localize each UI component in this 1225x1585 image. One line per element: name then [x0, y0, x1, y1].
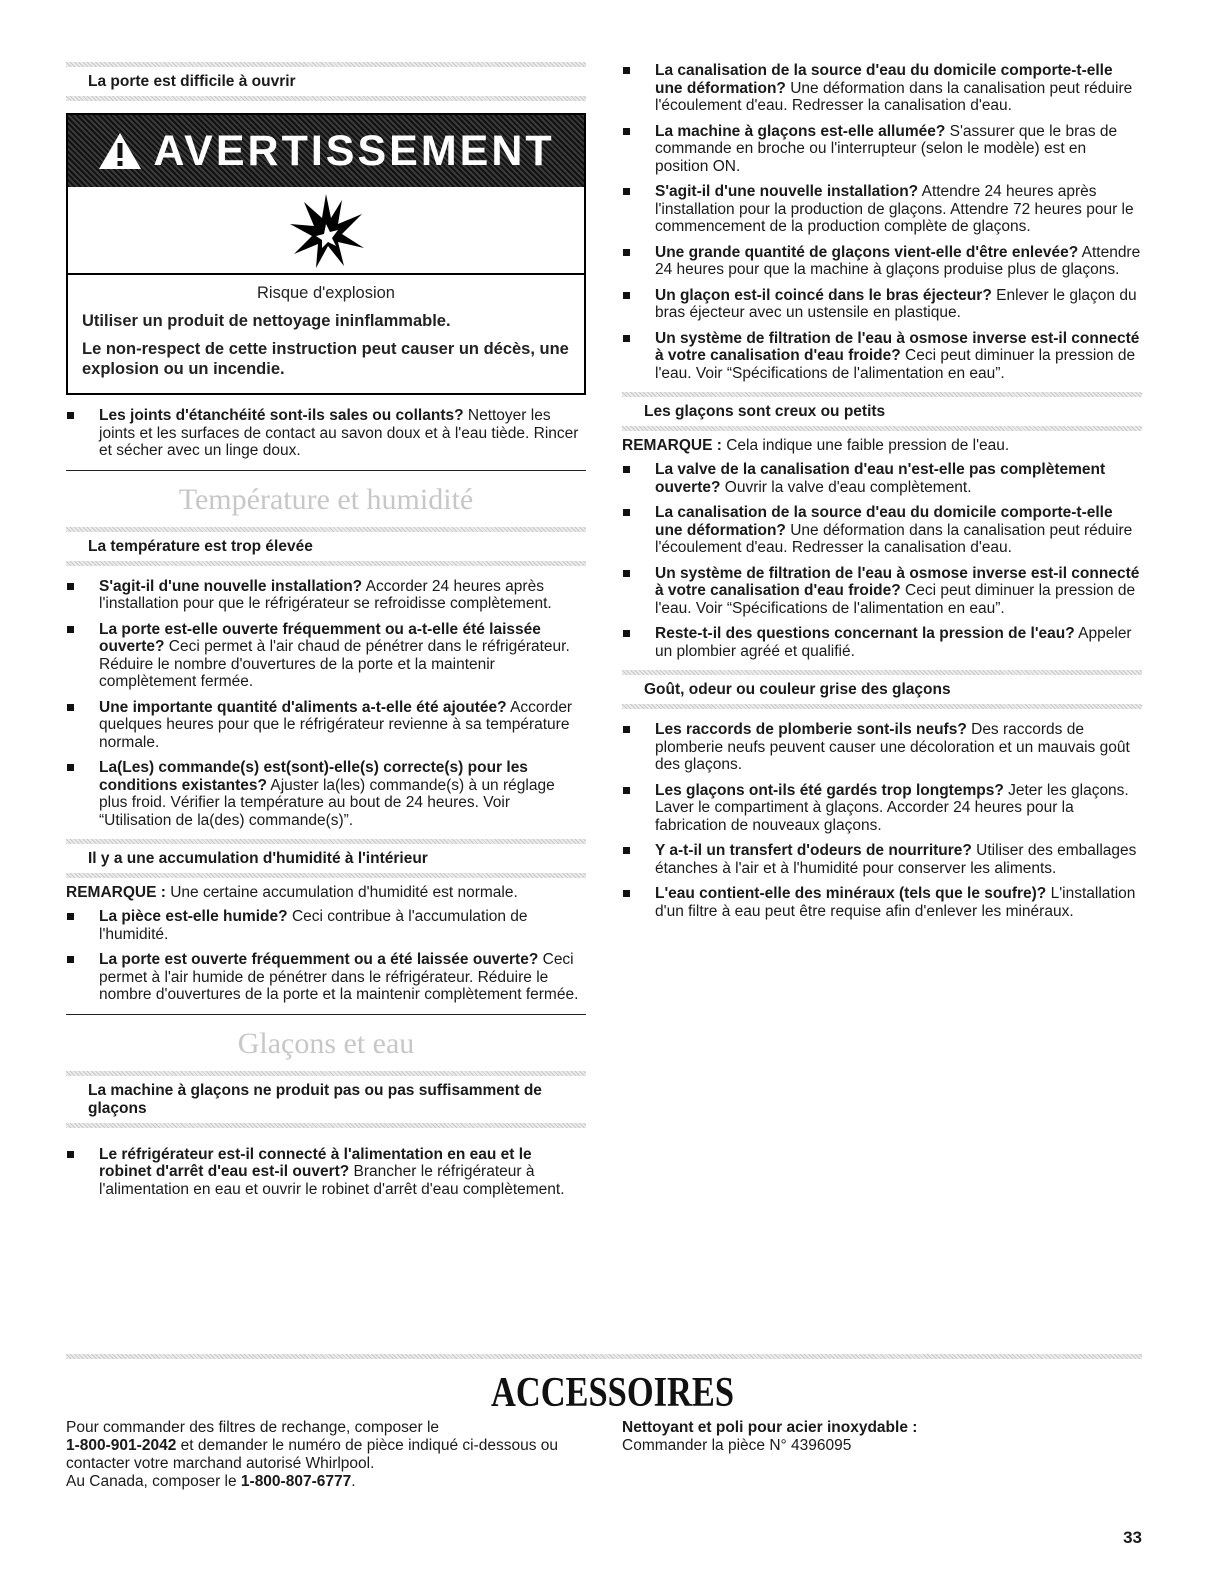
accessories-cleaner-text [622, 1419, 1142, 1455]
warning-box [66, 113, 586, 395]
list-item: Un système de filtration de l'eau à osmose inverse est-il connecté à votre canalisation d'eau froide? Ceci peut diminuer la pression de l'eau. Voir “Spécifications de l'alimentation en eau”. [622, 565, 1142, 618]
list-item: La porte est-elle ouverte fréquemment ou a-t-elle été laissée ouverte? Ceci permet à l'air chaud de pénétrer dans le réfrigérateur. Réduire le nombre d'ouvertures de la porte et la maintenir complètement fermée. [66, 621, 586, 691]
hollow-heading: Les glaçons sont creux ou petits [644, 403, 886, 420]
right-column [622, 62, 1142, 928]
phone-number-us: 1-800-901-2042 [66, 1437, 177, 1454]
list-item: La canalisation de la source d'eau du domicile comporte-t-elle une déformation? Une déformation dans la canalisation peut réduire l'écoulement d'eau. Redresser la canalisation d'eau. [622, 62, 1142, 115]
temp-items-list [66, 578, 586, 830]
list-item: La machine à glaçons est-elle allumée? S'assurer que le bras de commande en broche ou l'interrupteur (selon le modèle) est en position ON. [622, 123, 1142, 176]
ice-items-list [66, 1146, 586, 1199]
warning-hazard: Risque d'explosion [257, 284, 395, 302]
list-item: Une grande quantité de glaçons vient-elle d'être enlevée? Attendre 24 heures pour que la machine à glaçons produise plus de glaçons. [622, 244, 1142, 279]
ice-items-continued-list [622, 62, 1142, 382]
list-item: Reste-t-il des questions concernant la pression de l'eau? Appeler un plombier agréé et qualifié. [622, 625, 1142, 660]
warning-text [68, 275, 584, 393]
section-rule [66, 1014, 586, 1015]
list-item: Une importante quantité d'aliments a-t-elle été ajoutée? Accorder quelques heures pour que le réfrigérateur revienne à sa température normale. [66, 699, 586, 752]
list-item: L'eau contient-elle des minéraux (tels que le soufre)? L'installation d'un filtre à eau peut être requise afin d'enlever les minéraux. [622, 885, 1142, 920]
accessories-rule [66, 1354, 1142, 1359]
list-item: Les glaçons ont-ils été gardés trop longtemps? Jeter les glaçons. Laver le compartiment à glaçons. Accorder 24 heures pour la fabrication de nouveaux glaçons. [622, 782, 1142, 835]
door-items-list [66, 407, 586, 460]
list-item: Les raccords de plomberie sont-ils neufs? Des raccords de plomberie neufs peuvent causer une décoloration et un mauvais goût des glaçons. [622, 721, 1142, 774]
cleaner-title: Nettoyant et poli pour acier inoxydable : [622, 1419, 918, 1436]
warning-line2: Le non-respect de cette instruction peut causer un décès, une explosion ou un incendie. [82, 340, 569, 378]
hollow-items-list [622, 461, 1142, 660]
list-item: Un glaçon est-il coincé dans le bras éjecteur? Enlever le glaçon du bras éjecteur avec un ustensile en plastique. [622, 287, 1142, 322]
list-item: Le réfrigérateur est-il connecté à l'alimentation en eau et le robinet d'arrêt d'eau est-il ouvert? Brancher le réfrigérateur à l'alimentation en eau et ouvrir le robinet d'arrêt d'eau complètement. [66, 1146, 586, 1199]
list-item: La canalisation de la source d'eau du domicile comporte-t-elle une déformation? Une déformation dans la canalisation peut réduire l'écoulement d'eau. Redresser la canalisation d'eau. [622, 504, 1142, 557]
list-item: Un système de filtration de l'eau à osmose inverse est-il connecté à votre canalisation d'eau froide? Ceci peut diminuer la pression de l'eau. Voir “Spécifications de l'alimentation en eau”. [622, 330, 1142, 383]
list-item: S'agit-il d'une nouvelle installation? Attendre 24 heures après l'installation pour la production de glaçons. Attendre 72 heures pour le commencement de la production complète de glaçons. [622, 183, 1142, 236]
list-item: Les joints d'étanchéité sont-ils sales ou collants? Nettoyer les joints et les surfaces de contact au savon doux et à l'eau tiède. Rincer et sécher avec un linge doux. [66, 407, 586, 460]
section-title-ice: Glaçons et eau [237, 1026, 415, 1060]
list-item: Y a-t-il un transfert d'odeurs de nourriture? Utiliser des emballages étanches à l'air et à l'humidité pour conserver les aliments. [622, 842, 1142, 877]
taste-items-list [622, 721, 1142, 920]
warning-header [68, 115, 584, 187]
door-heading: La porte est difficile à ouvrir [88, 73, 296, 90]
section-title-temperature: Température et humidité [178, 482, 474, 516]
explosion-pictogram [68, 187, 584, 275]
explosion-icon [286, 190, 366, 270]
list-item: La valve de la canalisation d'eau n'est-elle pas complètement ouverte? Ouvrir la valve d'eau complètement. [622, 461, 1142, 496]
left-column [66, 62, 586, 1206]
heading-shade-bottom [66, 96, 586, 101]
list-item: S'agit-il d'une nouvelle installation? Accorder 24 heures après l'installation pour que le réfrigérateur se refroidisse complètement. [66, 578, 586, 613]
phone-number-canada: 1-800-807-6777 [240, 1473, 352, 1490]
accessories-title: ACCESSOIRES [490, 1370, 735, 1416]
section-rule [66, 470, 586, 471]
humidity-items-list [66, 908, 586, 1004]
cleaner-part: Commander la pièce N° 4396095 [622, 1437, 852, 1454]
list-item: La(Les) commande(s) est(sont)-elle(s) correcte(s) pour les conditions existantes? Ajuster la(les) commande(s) à un réglage plus froid. Vérifier la température au bout de 24 heures. Voir “Utilisation de la(des) commande(s)”. [66, 759, 586, 829]
ice-heading: La machine à glaçons ne produit pas ou pas suffisamment de glaçons [88, 1081, 542, 1117]
taste-heading: Goût, odeur ou couleur grise des glaçons [644, 681, 951, 698]
page-number: 33 [1123, 1528, 1142, 1547]
hollow-remark: REMARQUE : Cela indique une faible pression de l'eau. [622, 437, 1010, 454]
list-item: La pièce est-elle humide? Ceci contribue à l'accumulation de l'humidité. [66, 908, 586, 943]
humidity-remark: REMARQUE : Une certaine accumulation d'humidité est normale. [66, 884, 518, 901]
list-item: La porte est ouverte fréquemment ou a été laissée ouverte? Ceci permet à l'air humide de pénétrer dans le réfrigérateur. Réduire le nombre d'ouvertures de la porte et la maintenir complètement fermée. [66, 951, 586, 1004]
warning-triangle-icon [97, 131, 143, 171]
temp-heading: La température est trop élevée [88, 537, 313, 555]
warning-line1: Utiliser un produit de nettoyage ininflammable. [82, 312, 451, 330]
humidity-heading: Il y a une accumulation d'humidité à l'intérieur [88, 850, 428, 867]
warning-title: AVERTISSEMENT [153, 126, 555, 175]
accessories-order-text: Pour commander des filtres de rechange, composer le 1-800-901-2042 et demander le numéro de pièce indiqué ci-dessous ou contacter votre marchand autorisé Whirlpool. Au Canada, composer le 1-800-807-6777. [66, 1419, 559, 1490]
